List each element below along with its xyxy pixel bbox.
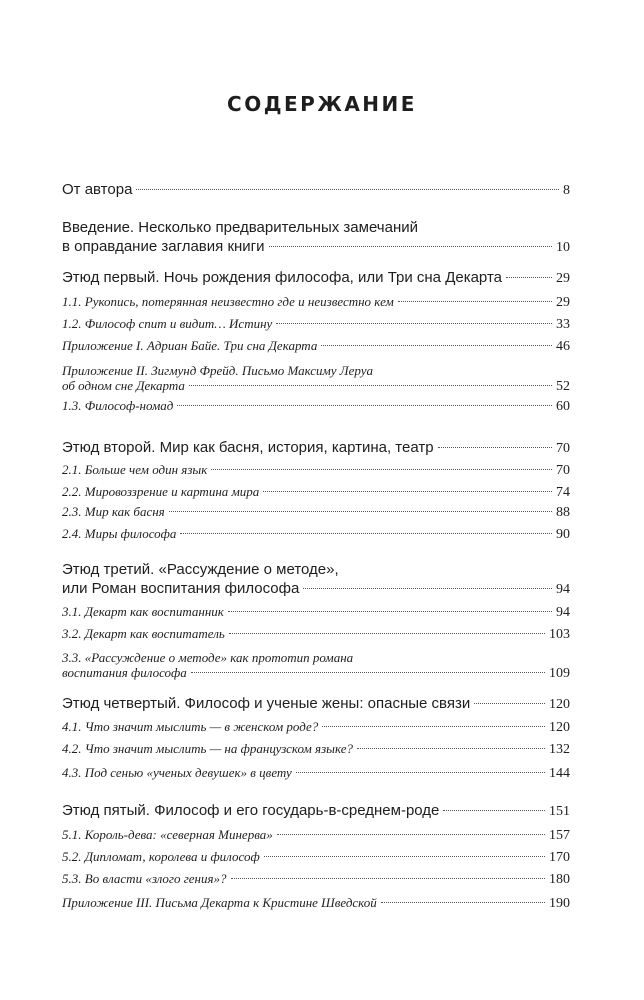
toc-section-entry xyxy=(62,719,570,735)
toc-entry-title: 4.3. Под сенью «ученых девушек» в цвету xyxy=(62,765,292,780)
toc-entry-line xyxy=(62,268,570,288)
toc-section-entry xyxy=(62,895,570,911)
toc-section-entry xyxy=(62,462,570,478)
toc-entry-line xyxy=(62,526,570,542)
toc-page-number: 94 xyxy=(556,605,570,620)
toc-entry-title: 2.4. Миры философа xyxy=(62,526,177,541)
toc-entry-line xyxy=(62,871,570,887)
toc-section-entry xyxy=(62,626,570,642)
toc-entry-title: 4.2. Что значит мыслить — на французском языке? xyxy=(62,741,353,756)
toc-entry-title: Этюд третий. «Рассуждение о методе», xyxy=(62,561,339,578)
toc-section-entry xyxy=(62,604,570,620)
toc-page-number: 94 xyxy=(556,582,570,597)
dot-leader xyxy=(322,726,545,727)
toc-page-number: 10 xyxy=(556,240,570,255)
toc-page-number: 120 xyxy=(549,720,570,735)
toc-entry-line xyxy=(62,180,570,200)
toc-entry-title: 2.1. Больше чем один язык xyxy=(62,462,208,477)
dot-leader xyxy=(474,703,545,704)
toc-entry-title: 3.2. Декарт как воспитатель xyxy=(62,626,225,641)
toc-entry-title: Приложение II. Зигмунд Фрейд. Письмо Максиму Леруа xyxy=(62,363,373,378)
toc-entry-line xyxy=(62,765,570,781)
toc-entry-line xyxy=(62,378,570,394)
toc-page-number: 109 xyxy=(549,666,570,681)
toc-entry-title: Этюд четвертый. Философ и ученые жены: опасные связи xyxy=(62,695,471,712)
toc-entry-line xyxy=(62,665,570,681)
toc-entry-title: Этюд пятый. Философ и его государь-в-среднем-роде xyxy=(62,802,440,819)
toc-section-entry xyxy=(62,398,570,414)
toc-chapter-entry xyxy=(62,218,570,257)
toc-page-number: 70 xyxy=(556,441,570,456)
dot-leader xyxy=(438,447,552,448)
toc-page-number: 120 xyxy=(549,697,570,712)
toc-entry-line xyxy=(62,560,570,579)
dot-leader xyxy=(136,189,559,190)
toc-entry-title: 5.3. Во власти «злого гения»? xyxy=(62,871,227,886)
dot-leader xyxy=(269,246,552,247)
toc-chapter-entry xyxy=(62,801,570,821)
toc-entry-line xyxy=(62,316,570,332)
toc-entry-title: 1.1. Рукопись, потерянная неизвестно где и неизвестно кем xyxy=(62,294,394,309)
toc-section-entry xyxy=(62,526,570,542)
toc-page-number: 170 xyxy=(549,850,570,865)
toc-entry-line xyxy=(62,438,570,458)
toc-page-number: 70 xyxy=(556,463,570,478)
toc-chapter-entry xyxy=(62,694,570,714)
toc-entry-line xyxy=(62,363,570,378)
toc-entry-line xyxy=(62,849,570,865)
toc-entry-line xyxy=(62,719,570,735)
toc-entry-title: 2.3. Мир как басня xyxy=(62,504,165,519)
toc-page-number: 190 xyxy=(549,896,570,911)
toc-entry-line xyxy=(62,237,570,257)
toc-page-number: 151 xyxy=(549,804,570,819)
toc-entry-title: 2.2. Мировоззрение и картина мира xyxy=(62,484,260,499)
toc-entry-title: 1.2. Философ спит и видит… Истину xyxy=(62,316,273,331)
dot-leader xyxy=(169,511,552,512)
toc-entry-line xyxy=(62,294,570,310)
toc-entry-line xyxy=(62,801,570,821)
toc-entry-title: Приложение III. Письма Декарта к Кристине Шведской xyxy=(62,895,377,910)
dot-leader xyxy=(303,588,552,589)
toc-entry-title: Введение. Несколько предварительных замечаний xyxy=(62,219,418,236)
toc-entry-line xyxy=(62,484,570,500)
toc-section-entry xyxy=(62,765,570,781)
toc-entry-title: Этюд второй. Мир как басня, история, картина, театр xyxy=(62,439,434,456)
dot-leader xyxy=(506,277,552,278)
toc-entry-line xyxy=(62,741,570,757)
toc-page-number: 29 xyxy=(556,271,570,286)
toc-entry-title: 3.1. Декарт как воспитанник xyxy=(62,604,224,619)
toc-page-number: 132 xyxy=(549,742,570,757)
dot-leader xyxy=(381,902,545,903)
toc-entry-title: Приложение I. Адриан Байе. Три сна Декарта xyxy=(62,338,318,353)
toc-chapter-entry xyxy=(62,438,570,458)
toc-entry-line xyxy=(62,694,570,714)
toc-section-entry xyxy=(62,316,570,332)
dot-leader xyxy=(231,878,545,879)
toc-entry-line xyxy=(62,827,570,843)
toc-chapter-entry xyxy=(62,180,570,200)
toc-page-number: 60 xyxy=(556,399,570,414)
toc-page-number: 103 xyxy=(549,627,570,642)
toc-page-number: 29 xyxy=(556,295,570,310)
toc-section-entry xyxy=(62,827,570,843)
page-title: СОДЕРЖАНИЕ xyxy=(227,92,417,116)
toc-page-number: 88 xyxy=(556,505,570,520)
toc-entry-title: 1.3. Философ-номад xyxy=(62,398,174,413)
dot-leader xyxy=(180,533,552,534)
toc-entry-title: об одном сне Декарта xyxy=(62,378,185,393)
toc-page-number: 52 xyxy=(556,379,570,394)
toc-entry-line xyxy=(62,504,570,520)
toc-page-number: 157 xyxy=(549,828,570,843)
toc-page-number: 8 xyxy=(563,183,570,198)
toc-entry-line xyxy=(62,338,570,354)
toc-entry-title: 3.3. «Рассуждение о методе» как прототип романа xyxy=(62,650,354,665)
toc-entry-line xyxy=(62,895,570,911)
toc-entry-title: Этюд первый. Ночь рождения философа, или Три сна Декарта xyxy=(62,269,502,286)
toc-chapter-entry xyxy=(62,268,570,288)
toc-entry-title: 4.1. Что значит мыслить — в женском роде? xyxy=(62,719,319,734)
dot-leader xyxy=(211,469,552,470)
toc-section-entry xyxy=(62,294,570,310)
dot-leader xyxy=(263,491,552,492)
toc-page-number: 74 xyxy=(556,485,570,500)
toc-page-number: 33 xyxy=(556,317,570,332)
toc-section-entry xyxy=(62,871,570,887)
toc-section-entry xyxy=(62,849,570,865)
toc-section-entry xyxy=(62,504,570,520)
toc-entry-line xyxy=(62,398,570,414)
toc-entry-line xyxy=(62,604,570,620)
dot-leader xyxy=(264,856,545,857)
toc-section-entry xyxy=(62,741,570,757)
toc-page-number: 90 xyxy=(556,527,570,542)
toc-entry-title: в оправдание заглавия книги xyxy=(62,238,265,255)
toc-entry-line xyxy=(62,579,570,599)
toc-page-number: 144 xyxy=(549,766,570,781)
toc-entry-line xyxy=(62,218,570,237)
dot-leader xyxy=(277,834,545,835)
toc-entry-line xyxy=(62,462,570,478)
toc-entry-title: 5.2. Дипломат, королева и философ xyxy=(62,849,260,864)
toc-entry-title: 5.1. Король-дева: «северная Минерва» xyxy=(62,827,273,842)
dot-leader xyxy=(229,633,545,634)
dot-leader xyxy=(228,611,552,612)
toc-chapter-entry xyxy=(62,560,570,599)
dot-leader xyxy=(443,810,545,811)
dot-leader xyxy=(177,405,552,406)
toc-section-entry xyxy=(62,338,570,354)
dot-leader xyxy=(191,672,545,673)
toc-entry-title: От автора xyxy=(62,181,133,198)
toc-entry-line xyxy=(62,626,570,642)
toc-section-entry xyxy=(62,484,570,500)
dot-leader xyxy=(296,772,545,773)
dot-leader xyxy=(321,345,552,346)
dot-leader xyxy=(357,748,545,749)
toc-entry-line xyxy=(62,650,570,665)
dot-leader xyxy=(189,385,552,386)
dot-leader xyxy=(398,301,552,302)
toc-entry-title: воспитания философа xyxy=(62,665,187,680)
toc-section-entry xyxy=(62,650,570,681)
toc-page-number: 180 xyxy=(549,872,570,887)
toc-page-number: 46 xyxy=(556,339,570,354)
toc-entry-title: или Роман воспитания философа xyxy=(62,580,300,597)
toc-section-entry xyxy=(62,363,570,394)
dot-leader xyxy=(276,323,552,324)
